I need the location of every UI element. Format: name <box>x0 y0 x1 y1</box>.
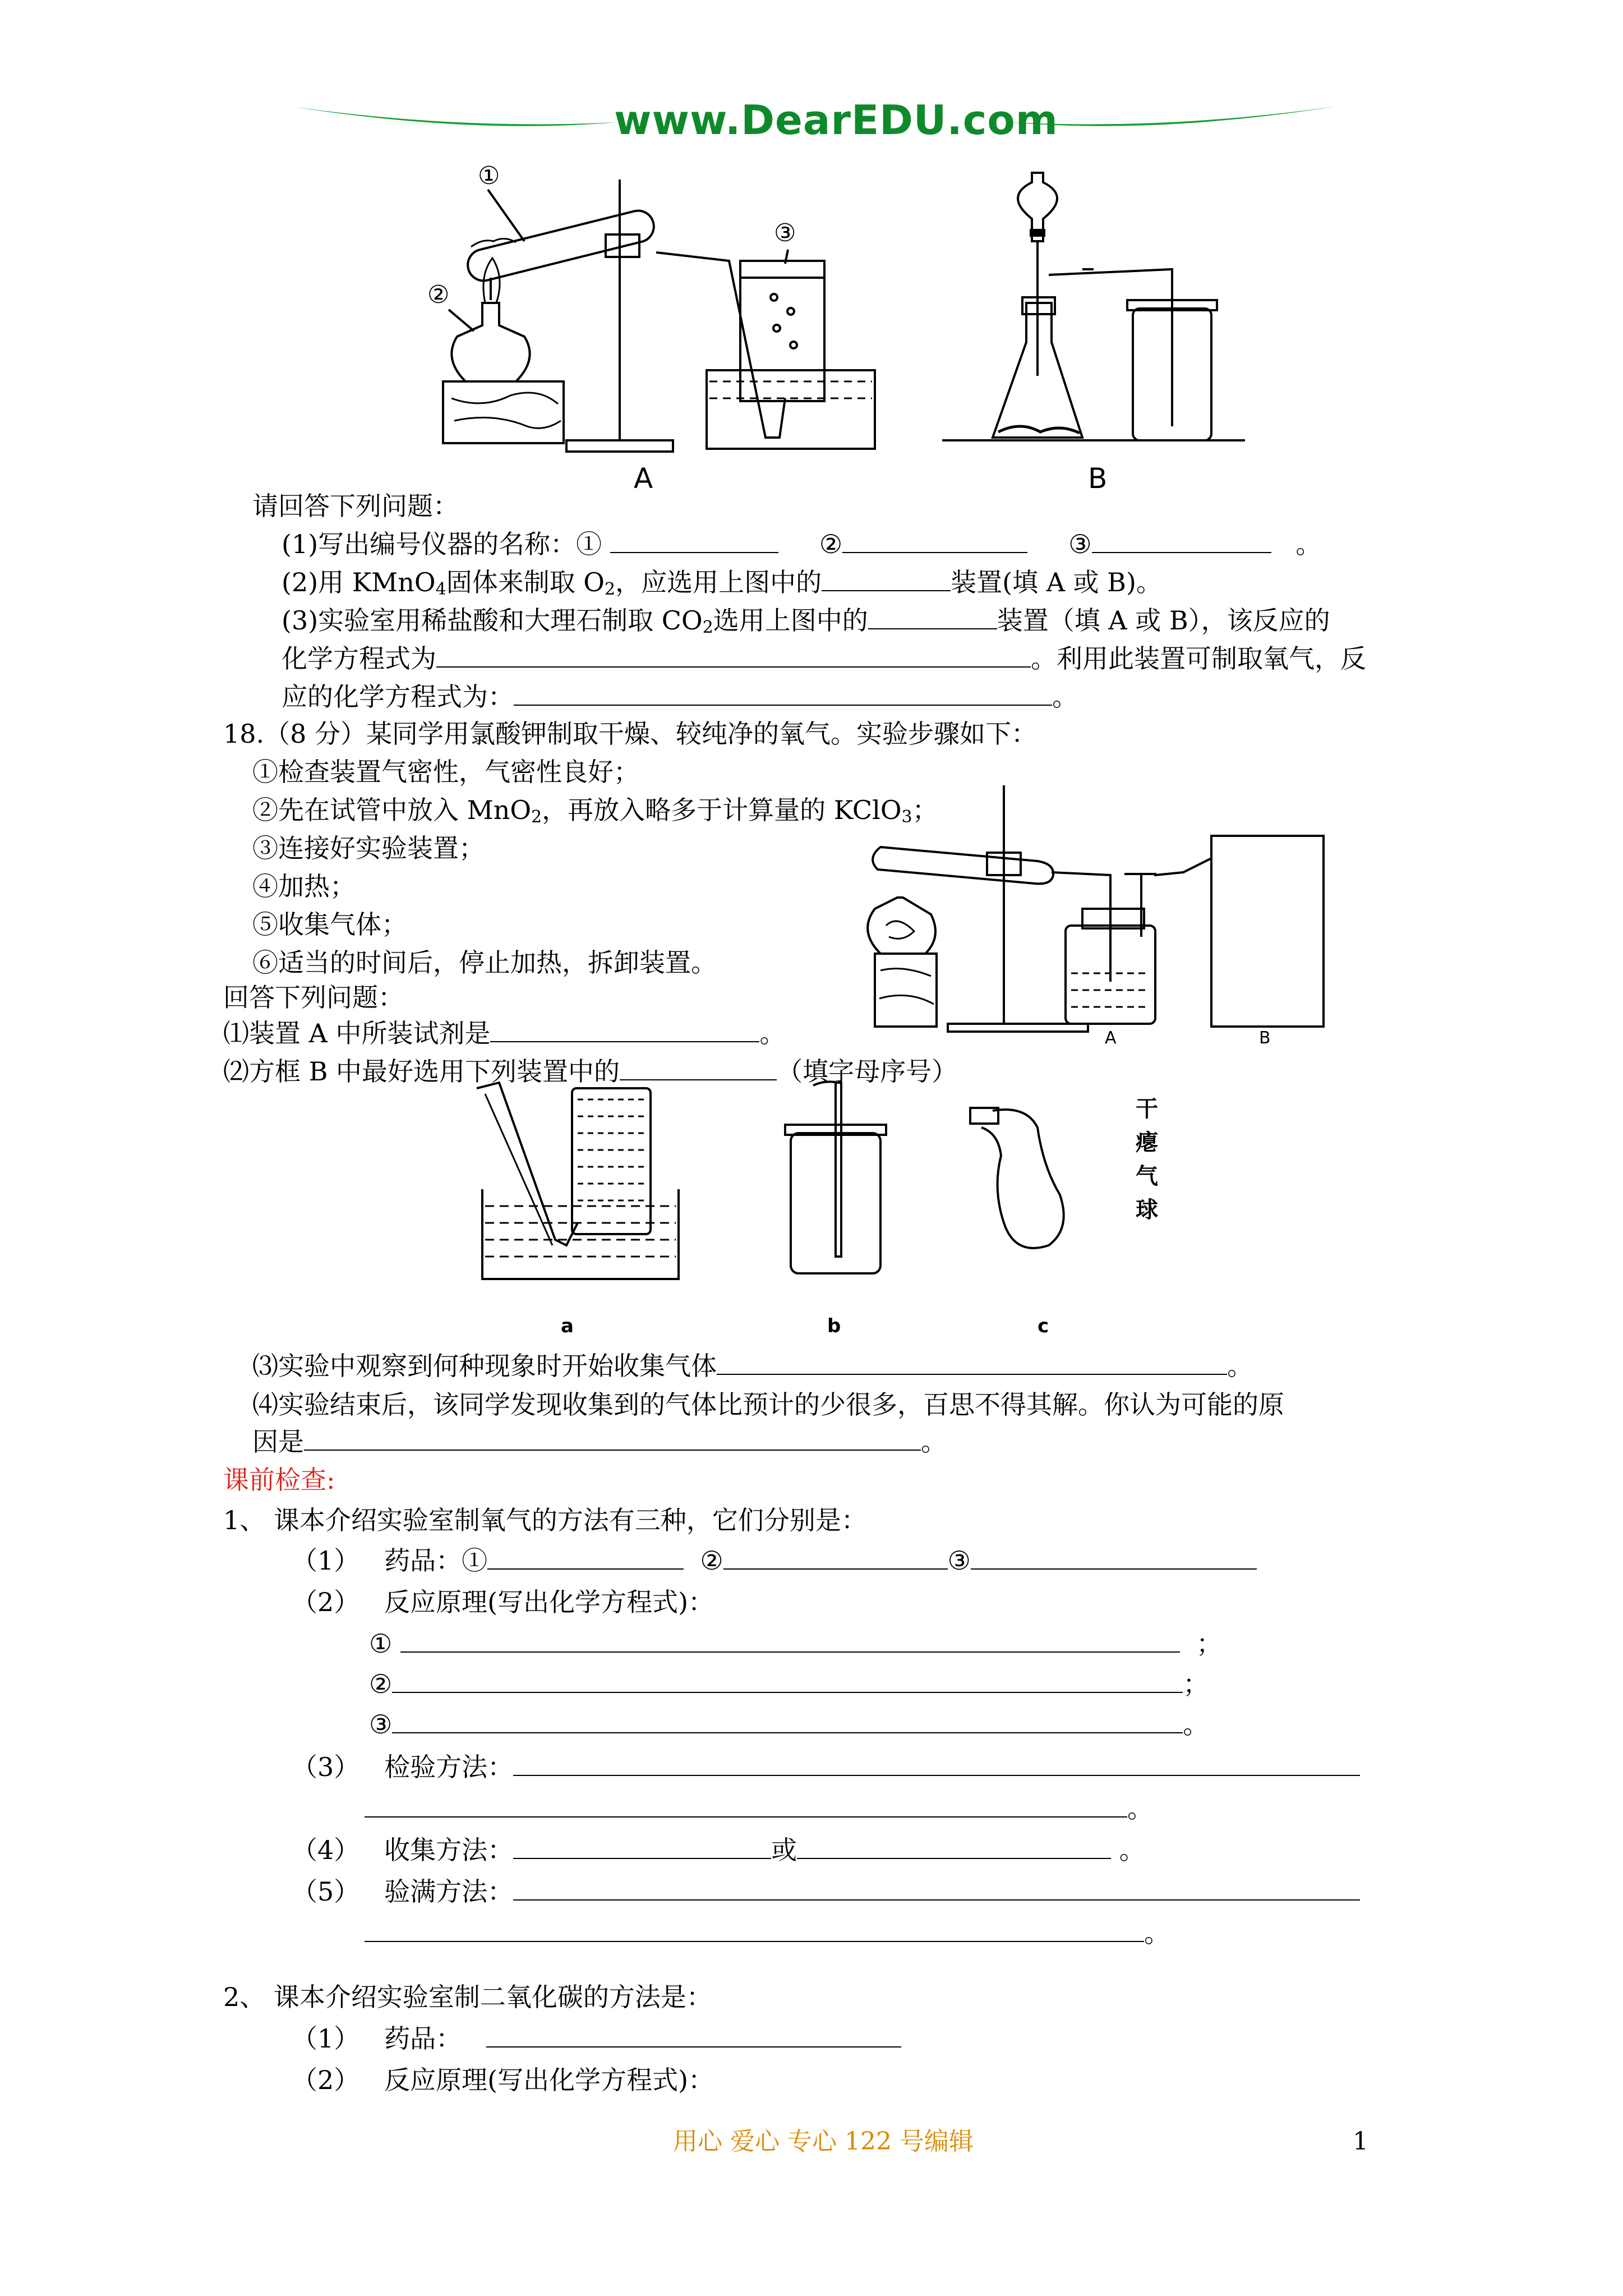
wood-block <box>443 381 564 443</box>
svg-text:A: A <box>1105 1028 1117 1048</box>
pc-q2-principle: （2） 反应原理(写出化学方程式)： <box>292 2065 714 2095</box>
footer-text: 用心 爱心 专心 122 号编辑 <box>673 2127 974 2156</box>
answer-blank[interactable] <box>513 1750 1360 1776</box>
q17-p2: (2)用 KMnO$_4$固体来制取 $O_2$，应选用上图中的 装置(填 A 或 B)。 <box>282 565 1162 599</box>
svg-text:②: ② <box>427 280 450 309</box>
test-tube <box>873 847 1053 884</box>
answer-blank[interactable] <box>490 1016 759 1042</box>
delivery-tube <box>1052 858 1211 982</box>
answer-blank[interactable] <box>487 1544 684 1570</box>
answer-blank[interactable] <box>797 1833 1111 1859</box>
q18-q2: ⑵方框 B 中最好选用下列装置中的 （填字母序号） <box>223 1055 957 1088</box>
logo-swoosh-right <box>1009 107 1335 126</box>
logo-swoosh-left <box>292 107 617 126</box>
answer-blank[interactable] <box>971 1544 1257 1570</box>
q17-intro: 请回答下列问题： <box>252 491 459 521</box>
svg-text:A: A <box>634 462 653 494</box>
svg-text:③: ③ <box>774 219 796 247</box>
answer-blank[interactable] <box>392 1667 1183 1693</box>
pc-q1-drugs: （1） 药品：① ② ③ <box>292 1544 1257 1577</box>
answer-blank[interactable] <box>610 527 778 553</box>
iron-stand-base <box>566 440 673 452</box>
q18-step-2: ②先在试管中放入 MnO$_2$，再放入略多于计算量的 KClO$_3$； <box>252 795 938 827</box>
answer-blank[interactable] <box>717 1349 1227 1375</box>
svg-text:c: c <box>1038 1315 1049 1337</box>
answer-blank[interactable] <box>436 642 1031 668</box>
figure-kclo3-apparatus <box>819 769 1335 1049</box>
svg-text:瘪: 瘪 <box>1136 1130 1158 1156</box>
answer-blank[interactable] <box>514 680 1052 706</box>
inverted-cylinder <box>572 1088 651 1234</box>
figure-collect-options <box>477 1077 1195 1341</box>
answer-blank[interactable] <box>868 604 997 629</box>
pre-check-heading: 课前检查: <box>223 1465 335 1495</box>
pre-check-q1-title: 1、 课本介绍实验室制氧气的方法有三种，它们分别是： <box>223 1505 867 1535</box>
pc-q1-eq1: ① ； <box>369 1627 1222 1660</box>
svg-text:B: B <box>1088 462 1108 494</box>
q18-step-3: ③连接好实验装置； <box>252 833 485 863</box>
svg-text:气: 气 <box>1136 1163 1158 1189</box>
svg-text:B: B <box>1259 1028 1271 1048</box>
pc-q1-full-line2: 。 <box>365 1916 1170 1950</box>
q17-p3: (3)实验室用稀盐酸和大理石制取 $CO_2$选用上图中的 装置（填 A 或 B），该反应的 <box>282 604 1330 637</box>
q17-p3-line3: 应的化学方程式为： 。 <box>282 680 1078 714</box>
q18-answer-intro: 回答下列问题： <box>223 982 404 1013</box>
svg-text:b: b <box>827 1315 841 1337</box>
pc-q1-eq2: ② ； <box>369 1667 1209 1701</box>
q18-step-6: ⑥适当的时间后，停止加热，拆卸装置。 <box>252 947 717 978</box>
tube-b <box>813 1082 841 1257</box>
q17-p3-line2: 化学方程式为 。利用此装置可制取氧气，反 <box>282 642 1366 675</box>
answer-blank[interactable] <box>304 1425 921 1451</box>
box-b <box>1211 836 1324 1027</box>
iron-stand-base <box>948 1024 1088 1032</box>
wood-block <box>875 954 937 1027</box>
q18-q4: ⑷实验结束后，该同学发现收集到的气体比预计的少很多，百思不得其解。你认为可能的原 <box>252 1389 1284 1420</box>
q17-p1: (1)写出编号仪器的名称：① ② ③ 。 <box>282 527 1321 561</box>
pc-q2-drugs: （1） 药品： <box>292 2022 901 2055</box>
q18-step-1: ①检查装置气密性，气密性良好； <box>252 757 639 787</box>
q18-step-4: ④加热； <box>252 871 356 901</box>
pc-q1-principle: （2） 反应原理(写出化学方程式)： <box>292 1587 714 1617</box>
answer-blank[interactable] <box>486 2022 901 2047</box>
test-tube <box>464 208 657 284</box>
delivery-tube-a <box>656 252 785 438</box>
delivery-tube-b <box>1049 269 1172 297</box>
answer-blank[interactable] <box>723 1544 948 1570</box>
answer-blank[interactable] <box>392 1708 1183 1733</box>
pc-q1-test: （3） 检验方法： <box>292 1750 1360 1784</box>
figure-apparatus-ab <box>426 157 1290 494</box>
balloon-c <box>981 1110 1064 1248</box>
q18-title: 18.（8 分）某同学用氯酸钾制取干燥、较纯净的氧气。实验步骤如下： <box>223 719 1038 749</box>
alcohol-lamp <box>451 303 529 381</box>
answer-blank[interactable] <box>513 1833 771 1859</box>
pc-q1-test-line2: 。 <box>365 1792 1153 1825</box>
answer-blank[interactable] <box>365 1916 1144 1942</box>
svg-text:a: a <box>561 1315 574 1337</box>
pre-check-q2-title: 2、 课本介绍实验室制二氧化碳的方法是： <box>223 1982 712 2012</box>
answer-blank[interactable] <box>1092 527 1271 553</box>
q18-q3: ⑶实验中观察到何种现象时开始收集气体 。 <box>252 1349 1253 1383</box>
pc-q1-full: （5） 验满方法： <box>292 1875 1360 1908</box>
svg-text:干: 干 <box>1136 1096 1158 1122</box>
q18-q1: ⑴装置 A 中所装试剂是 。 <box>223 1016 785 1050</box>
alcohol-lamp <box>868 898 935 954</box>
answer-blank[interactable] <box>842 527 1027 553</box>
svg-text:球: 球 <box>1136 1197 1158 1223</box>
q18-step-5: ⑤收集气体； <box>252 909 407 940</box>
q18-q4-line2: 因是 。 <box>252 1425 947 1458</box>
pc-q1-collect: （4） 收集方法： 或 。 <box>292 1833 1145 1867</box>
svg-text:①: ① <box>478 162 500 190</box>
page-number: 1 <box>1353 2127 1368 2156</box>
answer-blank[interactable] <box>822 565 951 591</box>
logo-text: www.DearEDU.com <box>614 96 1058 144</box>
answer-blank[interactable] <box>400 1627 1180 1653</box>
answer-blank[interactable] <box>513 1875 1360 1901</box>
answer-blank[interactable] <box>365 1792 1127 1818</box>
pc-q1-eq3: ③ 。 <box>369 1708 1209 1741</box>
